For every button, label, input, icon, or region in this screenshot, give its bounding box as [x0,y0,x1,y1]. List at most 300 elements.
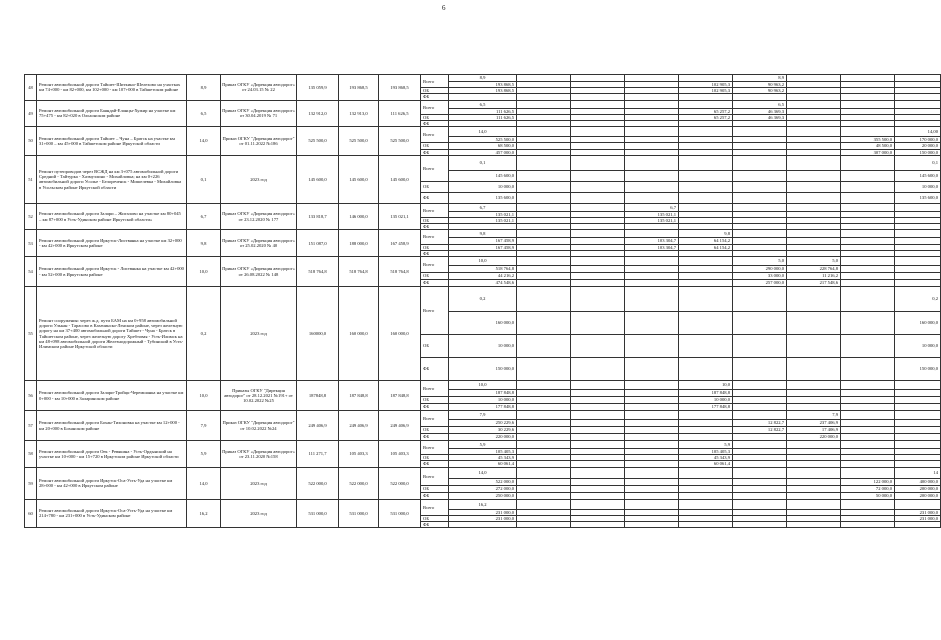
year-length [625,155,679,170]
year-amount [625,420,679,427]
total-length: 14,0 [449,467,517,478]
table-row [25,257,941,266]
fb-year-amount: 60 061,4 [679,461,733,467]
ob-year-amount [679,181,733,192]
fb-year-amount: 257 000,0 [733,280,787,287]
order-reference: Приказ ОГКУ «Дирекция автодорог» от 23.12.2020 № 177 [221,203,297,230]
year-length [571,499,625,509]
year-length [787,75,841,82]
total-amount: 231 000,0 [449,509,517,515]
year-length [733,127,787,137]
total-amount: 135 021,1 [449,211,517,217]
row-number: 60 [25,499,37,528]
financing-cost: 518 764,8 [379,257,421,287]
table-row [25,75,941,82]
financing-cost: 167 458,9 [379,230,421,257]
label-ob: ОБ [421,181,449,192]
year-length [517,100,571,108]
order-reference: Приказы ОГКУ "Дирекция автодорог" от 28.12.2021 №191+ от 10.02.2022 №25 [221,381,297,411]
year-length [571,230,625,238]
year-amount: 12 822,7 [733,420,787,427]
year-amount [841,420,895,427]
year-amount: 400 000,0 [895,478,941,485]
object-name: Ремонт автомобильной дороги Иркутск-Оса-Усть-Уда на участке км 28+000 - км 42+000 в Иркутском районе [37,467,187,499]
row-number: 55 [25,287,37,381]
object-length: 10,0 [187,257,221,287]
year-length: 10,0 [679,381,733,390]
ob-year-amount [895,427,941,434]
ob-year-amount [841,181,895,192]
year-length [571,75,625,82]
table-row [25,411,941,420]
estimate-cost: 135 059,9 [297,75,339,101]
year-amount: 102 905,3 [679,82,733,88]
label-ob: ОБ [421,218,449,224]
year-length [733,499,787,509]
estimate-cost: 145 600,0 [297,155,339,203]
ob-year-amount: 65 257,2 [679,114,733,120]
order-reference: Приказ ОГКУ "Дирекция автодорог" от 01.11.2022 №186 [221,127,297,156]
year-amount [841,390,895,397]
year-length [517,155,571,170]
ob-year-amount: 10 000,0 [895,181,941,192]
year-amount [841,312,895,335]
year-length [517,203,571,211]
year-length [517,257,571,266]
year-length [841,287,895,312]
row-number: 49 [25,100,37,127]
fb-year-amount [679,280,733,287]
object-name: Ремонт автомобильной дороги Залари-Тройцк-Черемшанка на участке км 0+000 - км 10+000 в Заларинском районе [37,381,187,411]
total-amount: 193 868,5 [449,82,517,88]
year-amount [571,390,625,397]
fb-amount: 135 600,0 [449,192,517,203]
order-reference: Приказ ОГКУ «Дирекция автодорог» от 24.03.15 № 22 [221,75,297,101]
year-amount [841,170,895,181]
ob-amount: 135 021,1 [449,218,517,224]
ob-year-amount [787,397,841,404]
fb-year-amount: 135 600,0 [895,192,941,203]
label-ob: ОБ [421,244,449,250]
estimate-cost: 249 406,9 [297,411,339,441]
ob-year-amount [625,335,679,358]
year-length [841,467,895,478]
fb-year-amount [571,404,625,411]
estimate-cost: 187848,8 [297,381,339,411]
year-length [625,230,679,238]
row-number: 57 [25,411,37,441]
ob-amount: 30 229,6 [449,427,517,434]
year-amount: 122 000,0 [841,478,895,485]
object-length: 9,8 [187,230,221,257]
year-length [787,203,841,211]
ob-year-amount [787,485,841,492]
fb-year-amount [841,358,895,381]
year-length [625,441,679,449]
page-number: 6 [442,4,446,12]
fb-year-amount: 150 000,0 [895,149,941,155]
object-name: Ремонт сооружения: через ж.д. пути БАМ на км 0+958 автомобильной дороги Улькан - Тарасово в Казачинско-Ленском районе, через железную дорогу на км 37+400 автомобильной дороги Тайшет - Чуна - Братск в Тайшетском районе, через железную дорогу Хребтовая - Усть-Илимск на км 48+098 автомобильной дороги Железнодорожный - Тубинский в Усть-Илимском районе Иркутской области [37,287,187,381]
object-length: 5,9 [187,441,221,468]
fb-year-amount [787,522,841,528]
label-fb: ФБ [421,224,449,230]
year-amount [517,312,571,335]
year-length [679,203,733,211]
year-length [517,75,571,82]
year-length [571,467,625,478]
order-reference: Приказ ОГКУ «Дирекция автодорог» от 25.02.2020 № 40 [221,230,297,257]
fb-year-amount [571,358,625,381]
label-total: Всего [421,230,449,244]
label-total: Всего [421,100,449,114]
year-amount [679,478,733,485]
ob-year-amount [679,485,733,492]
year-amount: 237 406,9 [787,420,841,427]
fb-year-amount [571,434,625,441]
year-length [625,467,679,478]
ob-amount: 10 000,0 [449,181,517,192]
year-length [517,411,571,420]
year-amount [733,390,787,397]
total-amount: 525 500,0 [449,137,517,143]
estimate-cost: 522 000,0 [297,467,339,499]
row-number: 58 [25,441,37,468]
total-amount: 522 000,0 [449,478,517,485]
ob-year-amount [571,427,625,434]
fb-year-amount [679,434,733,441]
year-length [841,381,895,390]
table-row [25,230,941,238]
year-amount: 46 369,3 [733,108,787,114]
fb-year-amount [517,358,571,381]
order-reference: Приказ ОГКУ «Дирекция автодорог» от 26.08.2022 № 148 [221,257,297,287]
year-length [733,287,787,312]
fb-year-amount [679,358,733,381]
fb-amount: 220 000,0 [449,434,517,441]
year-length [679,127,733,137]
year-length [517,499,571,509]
fb-year-amount [787,492,841,499]
year-length [787,467,841,478]
object-length: 0,1 [187,155,221,203]
table-row [25,203,941,211]
total-length: 8,9 [449,75,517,82]
ob-year-amount [679,335,733,358]
row-number: 59 [25,467,37,499]
financing-cost: 531 000,0 [379,499,421,528]
order-reference: 2023 год [221,467,297,499]
year-length [733,467,787,478]
ob-year-amount [625,273,679,280]
row-number: 51 [25,155,37,203]
label-fb: ФБ [421,522,449,528]
fb-year-amount [625,492,679,499]
total-amount: 167 458,9 [449,238,517,244]
year-amount [517,266,571,273]
limit-cost: 132 913,0 [339,100,379,127]
year-length [625,381,679,390]
object-length: 6,5 [187,100,221,127]
year-amount [733,170,787,181]
ob-year-amount: 48 500,0 [841,143,895,149]
total-amount: 160 000,0 [449,312,517,335]
year-length [895,411,941,420]
fb-year-amount [571,280,625,287]
label-total: Всего [421,499,449,515]
limit-cost: 518 764,8 [339,257,379,287]
year-length [841,441,895,449]
year-amount [571,170,625,181]
year-amount: 290 000,0 [733,266,787,273]
year-amount [787,478,841,485]
fb-year-amount [733,358,787,381]
ob-amount: 45 343,9 [449,455,517,461]
year-amount [841,266,895,273]
year-length [517,441,571,449]
table-row [25,287,941,312]
year-amount [571,420,625,427]
label-fb: ФБ [421,149,449,155]
ob-year-amount [895,273,941,280]
year-length [895,75,941,82]
ob-year-amount [733,335,787,358]
label-fb: ФБ [421,192,449,203]
label-ob: ОБ [421,397,449,404]
year-amount: 231 000,0 [895,509,941,515]
row-number: 56 [25,381,37,411]
year-length [679,257,733,266]
year-length [733,230,787,238]
label-total: Всего [421,155,449,181]
total-length: 16,2 [449,499,517,509]
fb-year-amount [895,404,941,411]
label-fb: ФБ [421,94,449,100]
year-length [733,411,787,420]
ob-year-amount [571,335,625,358]
year-length [787,287,841,312]
total-length: 0,2 [449,287,517,312]
year-length: 8,9 [733,75,787,82]
label-total: Всего [421,75,449,88]
fb-year-amount [625,522,679,528]
label-total: Всего [421,381,449,397]
fb-year-amount: 217 548,6 [787,280,841,287]
year-amount: 64 154,2 [679,238,733,244]
year-length: 6,7 [625,203,679,211]
financing-cost: 105 403,3 [379,441,421,468]
total-length: 9,8 [449,230,517,238]
year-length: 5,0 [733,257,787,266]
fb-year-amount [517,280,571,287]
ob-year-amount: 64 154,2 [679,244,733,250]
total-length: 10,0 [449,257,517,266]
ob-year-amount [895,397,941,404]
fb-amount: 60 061,4 [449,461,517,467]
fb-year-amount [733,192,787,203]
object-name: Ремонт автомобильной дороги Тайшет – Чуна – Братск на участке км 31+000 – км 45+000 в Тайшетском районе Иркутской области [37,127,187,156]
object-length: 7,9 [187,411,221,441]
row-number: 50 [25,127,37,156]
object-name: Ремонт автомобильной дороги Иркутск-Оса-Усть-Уда на участке км 214+780 - км 231+000 в Усть-Удинском районе [37,499,187,528]
year-length [517,467,571,478]
object-name: Ремонт автомобильной дороги Бохан-Тихоновка на участке км 12+000 - км 20+000 в Боханском районе [37,411,187,441]
total-amount: 187 848,8 [449,390,517,397]
year-amount [787,390,841,397]
fb-year-amount [571,192,625,203]
ob-year-amount [733,397,787,404]
year-length: 0,2 [895,287,941,312]
label-ob: ОБ [421,114,449,120]
year-amount [679,170,733,181]
year-amount: 103 304,7 [625,238,679,244]
year-amount: 135 021,1 [625,211,679,217]
ob-year-amount: 17 406,9 [787,427,841,434]
fb-year-amount [517,434,571,441]
ob-year-amount [571,397,625,404]
ob-year-amount [841,397,895,404]
order-reference: 2023 год [221,499,297,528]
total-amount: 518 764,8 [449,266,517,273]
year-length [571,287,625,312]
object-name: Ремонт автомобильной дороги Оек - Ревякина - Усть-Ордынский на участке км 10+000 - км 15+720 в Иркутском районе Иркутской области [37,441,187,468]
year-length [895,203,941,211]
label-fb: ФБ [421,121,449,127]
fb-year-amount [517,404,571,411]
year-length [679,75,733,82]
road-repair-table [24,74,941,528]
limit-cost: 531 000,0 [339,499,379,528]
limit-cost: 145 600,0 [339,155,379,203]
ob-amount: 167 458,9 [449,244,517,250]
year-amount [625,312,679,335]
fb-year-amount: 220 000,0 [787,434,841,441]
label-fb: ФБ [421,280,449,287]
object-length: 14,0 [187,467,221,499]
year-length [787,230,841,238]
year-length [787,441,841,449]
fb-year-amount [895,522,941,528]
row-number: 54 [25,257,37,287]
year-amount: 170 000,0 [895,137,941,143]
year-length [679,411,733,420]
year-amount [517,478,571,485]
total-amount: 250 229,6 [449,420,517,427]
year-length [571,100,625,108]
year-length [571,441,625,449]
year-length [679,155,733,170]
total-length: 6,5 [449,100,517,108]
label-total: Всего [421,287,449,335]
year-amount [787,312,841,335]
year-amount [895,390,941,397]
year-length: 5,0 [787,257,841,266]
financing-cost: 111 626,5 [379,100,421,127]
ob-amount: 193 868,5 [449,88,517,94]
fb-year-amount [625,434,679,441]
table-row [25,127,941,137]
financing-cost: 525 500,0 [379,127,421,156]
fb-year-amount [625,192,679,203]
year-amount [517,420,571,427]
year-length: 7,9 [787,411,841,420]
ob-year-amount: 72 000,0 [841,485,895,492]
year-length: 14 [895,467,941,478]
limit-cost: 525 500,0 [339,127,379,156]
year-length [733,155,787,170]
ob-year-amount [679,273,733,280]
year-length [841,230,895,238]
year-amount [895,266,941,273]
ob-year-amount [517,485,571,492]
fb-year-amount [679,192,733,203]
ob-year-amount: 231 000,0 [895,515,941,521]
object-length: 14,0 [187,127,221,156]
estimate-cost: 531 000,0 [297,499,339,528]
label-ob: ОБ [421,335,449,358]
object-name: Ремонт путепроводов через ВСЖД на км 3+075 автомобильной дороги Средний - Тайтурка - Хазмуэлино - Михайловка; на км 0+226 автомобильной дороги Усолье - Белореченск - Мишелевка - Михайловка в Усольском районе Иркутской области [37,155,187,203]
fb-year-amount [625,280,679,287]
fb-year-amount [787,358,841,381]
object-length: 10,0 [187,381,221,411]
fb-year-amount [733,434,787,441]
year-length [679,499,733,509]
ob-year-amount [841,427,895,434]
ob-year-amount: 33 000,0 [733,273,787,280]
label-fb: ФБ [421,358,449,381]
object-length: 0,2 [187,287,221,381]
fb-year-amount [625,404,679,411]
fb-amount: 457 000,0 [449,149,517,155]
label-ob: ОБ [421,88,449,94]
ob-year-amount: 11 216,2 [787,273,841,280]
limit-cost: 193 868,5 [339,75,379,101]
table-row [25,467,941,478]
year-length [517,230,571,238]
label-fb: ФБ [421,250,449,256]
fb-year-amount [733,522,787,528]
table-row [25,441,941,449]
ob-amount: 111 626,5 [449,114,517,120]
year-amount [679,266,733,273]
year-amount [517,170,571,181]
ob-year-amount [625,427,679,434]
row-number: 48 [25,75,37,101]
ob-year-amount: 45 343,9 [679,455,733,461]
year-length [625,287,679,312]
fb-year-amount [733,404,787,411]
estimate-cost: 111 271,7 [297,441,339,468]
year-length: 9,8 [679,230,733,238]
ob-amount: 231 000,0 [449,515,517,521]
order-reference: 2023 год [221,287,297,381]
year-length: 14,00 [895,127,941,137]
year-length: 6,5 [733,100,787,108]
ob-year-amount [625,181,679,192]
estimate-cost: 132 912,0 [297,100,339,127]
limit-cost: 522 000,0 [339,467,379,499]
label-ob: ОБ [421,273,449,280]
ob-amount: 10 000,0 [449,335,517,358]
label-ob: ОБ [421,515,449,521]
total-amount: 111 626,5 [449,108,517,114]
year-length [895,230,941,238]
year-length [841,499,895,509]
financing-cost: 135 021,1 [379,203,421,230]
fb-year-amount [841,404,895,411]
ob-year-amount [517,397,571,404]
year-length [625,127,679,137]
ob-year-amount [571,181,625,192]
